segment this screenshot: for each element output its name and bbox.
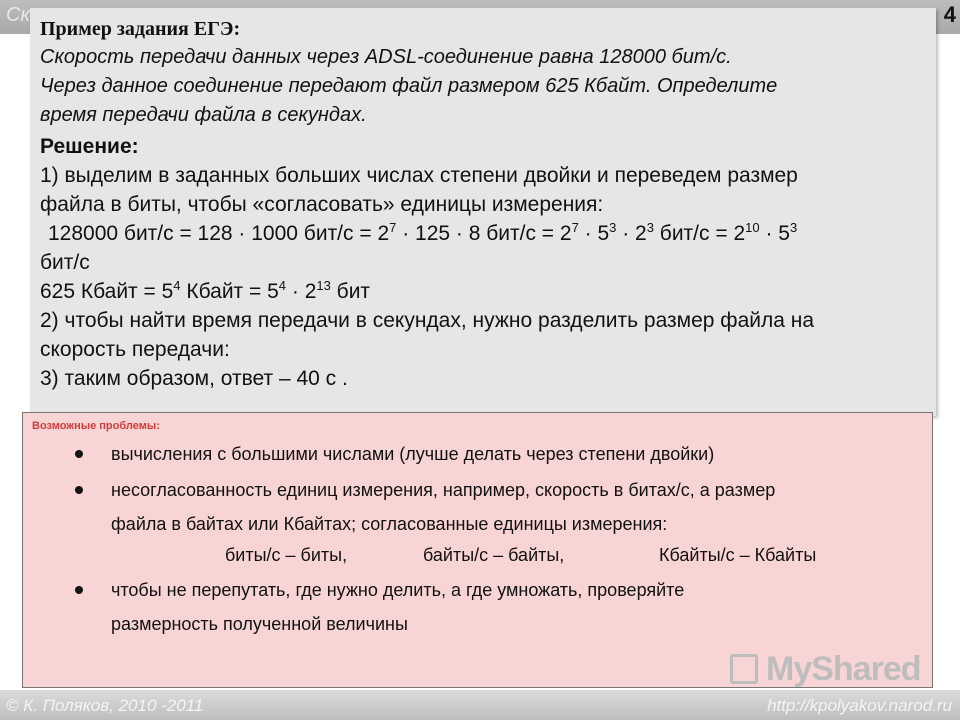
- unit-pair-kbytes: Кбайты/с – Кбайты: [659, 545, 817, 565]
- bullet-icon: [75, 486, 83, 494]
- step1-line-2: файла в биты, чтобы «согласовать» единицы измерения:: [40, 193, 604, 216]
- example-panel: [30, 8, 936, 416]
- solution-label: Решение:: [40, 135, 139, 158]
- bullet-icon: [75, 450, 83, 458]
- problem-item-3: чтобы не перепутать, где нужно делить, а где умножать, проверяйте размерность полученной величины: [75, 573, 684, 641]
- task-line-1: Скорость передачи данных через ADSL-соединение равна 128000 бит/с.: [40, 46, 732, 68]
- calc-size: 625 Кбайт = $5^4$ Кбайт = $5^4 \cdot 2^{13}$ бит: [40, 278, 371, 303]
- step2-line-2: скорость передачи:: [40, 338, 230, 361]
- unit-pair-bytes: байты/с – байты,: [423, 545, 565, 565]
- unit-pair-bits: биты/с – биты,: [225, 545, 348, 565]
- calc-speed-unit: бит/с: [40, 251, 90, 274]
- step2-line-1: 2) чтобы найти время передачи в секундах, нужно разделить размер файла на: [40, 309, 815, 332]
- calc-speed: 128000 бит/с = 128 · 1000 $бит/с = 2^7 \cdot 125 \cdot 8$ $бит/с = 2^7 \cdot 5^3 \cdot 2^3$ $бит/с = 2^{10} \cdot 5^3$: [48, 220, 798, 245]
- footer-url: http://kpolyakov.narod.ru: [767, 696, 952, 715]
- myshared-icon: [730, 654, 758, 684]
- slide-title: Ск: [6, 4, 30, 26]
- problem-item-2: несогласованность единиц измерения, например, скорость в битах/с, а размер файла в байтах или Кбайтах; согласованные единицы измерения:: [75, 473, 775, 541]
- example-title: Пример задания ЕГЭ:: [40, 18, 241, 40]
- problems-panel: [22, 412, 933, 688]
- bullet-icon: [75, 586, 83, 594]
- watermark-logo: MyShared: [766, 650, 921, 689]
- step1-line-1: 1) выделим в заданных больших числах степени двойки и переведем размер: [40, 164, 798, 187]
- problems-label: Возможные проблемы:: [32, 420, 160, 432]
- problem-item-1: вычисления с большими числами (лучше делать через степени двойки): [75, 437, 714, 471]
- step3-answer: 3) таким образом, ответ – 40 с .: [40, 367, 348, 390]
- task-line-3: время передачи файла в секундах.: [40, 104, 367, 126]
- task-line-2: Через данное соединение передают файл размером 625 Кбайт. Определите: [40, 75, 778, 97]
- slide-number: 4: [943, 2, 956, 27]
- footer-author: © К. Поляков, 2010 -2011: [6, 696, 204, 715]
